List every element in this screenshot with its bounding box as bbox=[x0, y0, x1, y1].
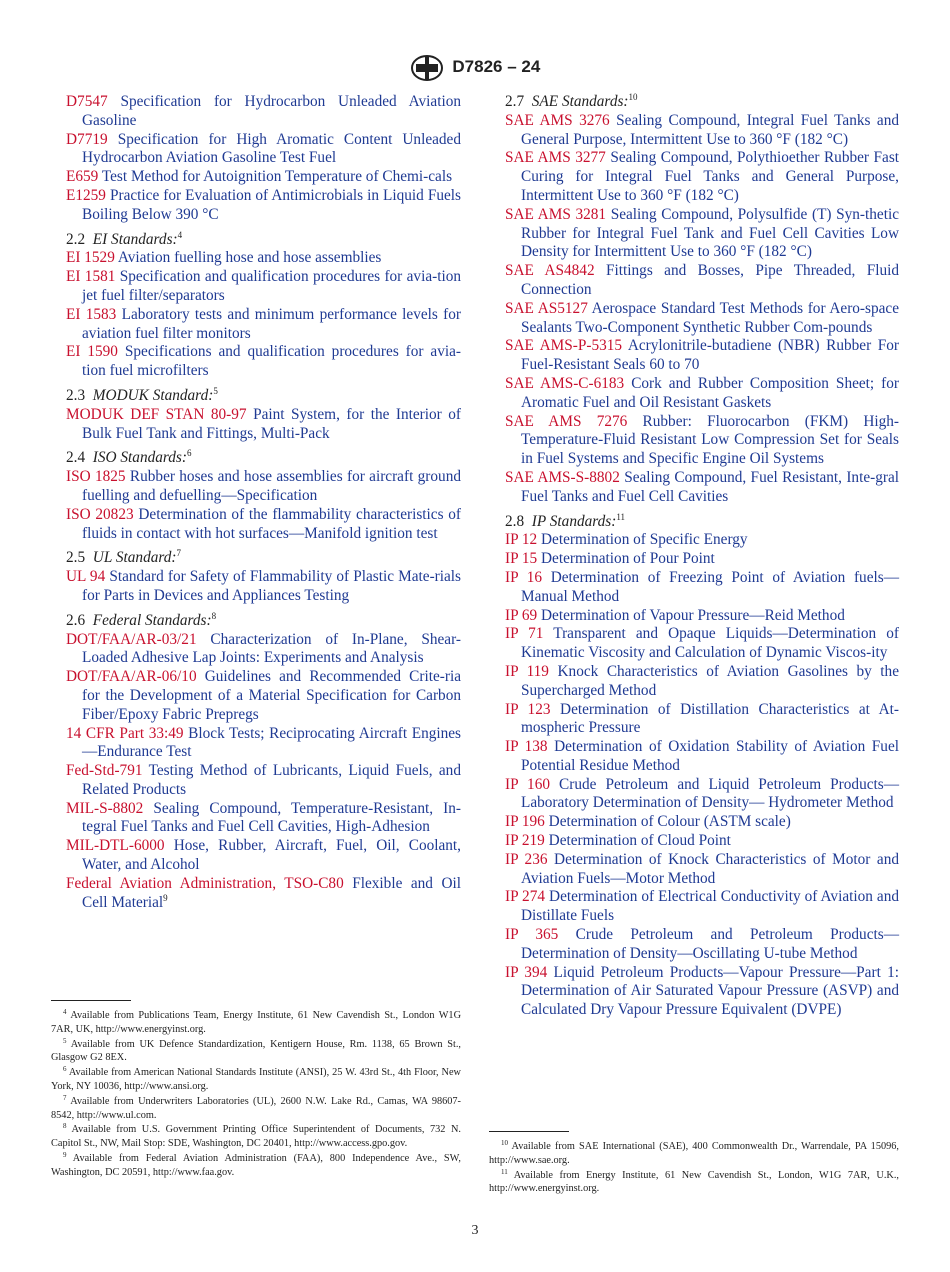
footnote-ref[interactable]: 10 bbox=[628, 92, 638, 102]
standard-title-link[interactable]: Sealing Compound, Fuel Resistant, Inte-gral Fuel Tanks and Fuel Cell Cavities bbox=[521, 468, 899, 505]
standard-title-link[interactable]: Determination of Vapour Pressure—Reid Method bbox=[540, 606, 845, 624]
reference-entry bbox=[66, 875, 461, 913]
standard-title-link[interactable]: Cork and Rubber Composition Sheet; for Aromatic Fuel and Oil Resistant Gaskets bbox=[521, 374, 900, 411]
right-footnotes bbox=[489, 1131, 899, 1197]
footnote-number: 11 bbox=[501, 1167, 508, 1176]
section-label: Federal Standards: bbox=[92, 611, 212, 629]
standard-code-link[interactable]: SAE AMS-C-6183 bbox=[505, 374, 625, 392]
reference-entry bbox=[505, 888, 899, 926]
standard-title-link[interactable]: Fittings and Bosses, Pipe Threaded, Fluid Connection bbox=[521, 262, 899, 298]
reference-entry bbox=[66, 631, 461, 669]
standard-code-link[interactable]: IP 15 bbox=[505, 550, 538, 568]
standard-title-link[interactable]: Aerospace Standard Test Methods for Aero-space Sealants Two-Component Synthetic Rubber Com-pounds bbox=[521, 299, 900, 336]
standard-title-link[interactable]: Determination of Specific Energy bbox=[540, 531, 748, 549]
reference-entry bbox=[505, 738, 899, 776]
section-heading bbox=[505, 513, 899, 532]
standard-title-link[interactable]: Aviation fuelling hose and hose assemblies bbox=[117, 249, 382, 267]
reference-entry bbox=[66, 725, 461, 763]
section-label: SAE Standards: bbox=[531, 93, 629, 110]
standard-code-link[interactable]: IP 12 bbox=[505, 531, 538, 549]
footnote-number: 9 bbox=[63, 1150, 67, 1159]
reference-entry bbox=[505, 206, 899, 262]
reference-entry bbox=[505, 413, 899, 469]
reference-entry bbox=[505, 625, 899, 663]
page-header bbox=[0, 55, 950, 81]
reference-entry bbox=[66, 131, 461, 169]
left-footnotes bbox=[51, 1000, 461, 1181]
section-heading bbox=[66, 549, 461, 568]
standard-title-link[interactable]: Determination of the flammability characteristics of fluids in contact with hot surfaces—Manifold ignition test bbox=[82, 505, 461, 542]
standard-code-link[interactable]: IP 196 bbox=[505, 813, 545, 831]
standard-title-link[interactable]: Laboratory tests and minimum performance levels for aviation fuel filter monitors bbox=[82, 305, 462, 342]
standard-code-link[interactable]: E1259 bbox=[66, 186, 106, 204]
standard-title-link[interactable]: Sealing Compound, Temperature-Resistant, In-tegral Fuel Tanks and Fuel Cell Cavities, High-Adhesion bbox=[82, 799, 461, 836]
standard-code-link[interactable]: SAE AMS 3276 bbox=[505, 111, 610, 129]
standard-code-link[interactable]: MIL-DTL-6000 bbox=[66, 837, 165, 855]
standard-title-link[interactable]: Determination of Colour (ASTM scale) bbox=[548, 813, 791, 831]
reference-entry bbox=[505, 112, 899, 150]
footnote-rule bbox=[51, 1000, 131, 1001]
standard-title-link[interactable]: Sealing Compound, Polythioether Rubber Fast Curing for Integral Fuel Tanks and General Purpose, Intermittent Use to 360 °F (182 °C) bbox=[521, 149, 900, 204]
footnote-text: Available from Energy Institute, 61 New Cavendish St., London, W1G 7AR, U.K., http://www.energyinst.org. bbox=[489, 1169, 899, 1195]
footnote bbox=[51, 1009, 461, 1037]
footnote-text: Available from Underwriters Laboratories (UL), 2600 N.W. Lake Rd., Camas, WA 98607-8542, http://www.ul.com. bbox=[51, 1095, 461, 1121]
section-heading bbox=[505, 93, 899, 112]
section-number: 2.3 bbox=[66, 386, 86, 404]
reference-entry bbox=[66, 762, 461, 800]
reference-entry bbox=[505, 337, 899, 375]
astm-logo-icon bbox=[410, 55, 444, 81]
standard-code-link[interactable]: EI 1590 bbox=[66, 343, 118, 361]
section-heading bbox=[66, 231, 461, 250]
standard-code-link[interactable]: IP 123 bbox=[505, 700, 551, 718]
standard-code-link[interactable]: SAE AMS-S-8802 bbox=[505, 468, 620, 486]
standard-code-link[interactable]: IP 219 bbox=[505, 832, 545, 850]
standard-code-link[interactable]: ISO 20823 bbox=[66, 505, 134, 523]
section-number: 2.8 bbox=[505, 512, 525, 530]
reference-entry bbox=[505, 832, 899, 851]
page-number: 3 bbox=[471, 1223, 479, 1238]
standard-title-link[interactable]: Rubber: Fluorocarbon (FKM) High-Temperature-Fluid Resistant Low Compression Set for Seals in Fuel Systems and Specific Engine Oil Systems bbox=[521, 412, 900, 468]
footnote-text: Available from Federal Aviation Administration (FAA), 800 Independence Ave., SW, Washington, DC 20591, http://www.faa.gov. bbox=[51, 1152, 461, 1178]
reference-entry bbox=[66, 187, 461, 225]
section-number: 2.5 bbox=[66, 549, 86, 567]
standard-code-link[interactable]: SAE AMS-P-5315 bbox=[505, 337, 623, 355]
standard-code-link[interactable]: IP 138 bbox=[505, 738, 548, 756]
standard-code-link[interactable]: IP 69 bbox=[505, 606, 538, 624]
footnote bbox=[51, 1066, 461, 1094]
standard-title-link[interactable]: Determination of Pour Point bbox=[540, 550, 715, 568]
standard-title-link[interactable]: Flexible and Oil Cell Material bbox=[82, 874, 461, 911]
right-column bbox=[505, 93, 899, 1020]
standard-title-link[interactable]: Testing Method of Lubricants, Liquid Fuels, and Related Products bbox=[82, 762, 461, 798]
standard-code-link[interactable]: SAE AMS 3277 bbox=[505, 149, 606, 167]
footnote-number: 10 bbox=[501, 1139, 508, 1147]
section-heading bbox=[66, 449, 461, 468]
reference-entry bbox=[66, 800, 461, 838]
standard-code-link[interactable]: Fed-Std-791 bbox=[66, 762, 143, 780]
section-label: IP Standards: bbox=[531, 512, 617, 530]
footnote bbox=[51, 1038, 461, 1066]
standard-title-link[interactable]: Sealing Compound, Integral Fuel Tanks and General Purpose, Intermittent Use to 360 °F (182 °C) bbox=[521, 111, 899, 148]
standard-code-link[interactable]: SAE AS5127 bbox=[505, 299, 588, 317]
standard-code-link[interactable]: Federal Aviation Administration, TSO-C80 bbox=[66, 874, 344, 892]
reference-entry bbox=[66, 837, 461, 875]
section-number: 2.6 bbox=[66, 611, 86, 629]
reference-entry bbox=[66, 468, 461, 506]
standard-code-link[interactable]: EI 1583 bbox=[66, 305, 117, 323]
footnote-number: 4 bbox=[63, 1008, 67, 1016]
standard-title-link[interactable]: Characterization of In-Plane, Shear-Loaded Adhesive Lap Joints: Experiments and Analysis bbox=[82, 630, 461, 667]
reference-entry bbox=[505, 550, 899, 569]
standard-code-link[interactable]: IP 160 bbox=[505, 775, 551, 793]
standard-code-link[interactable]: IP 16 bbox=[505, 568, 543, 586]
section-heading bbox=[66, 612, 461, 631]
standard-title-link[interactable]: Sealing Compound, Polysulfide (T) Syn-thetic Rubber for Integral Fuel Tank and Fuel Cell Cavities Low Density for Intermittent Use to 360 °F (182 °C) bbox=[521, 205, 900, 261]
standard-title-link[interactable]: Standard for Safety of Flammability of Plastic Mate-rials for Parts in Devices and Appliances Testing bbox=[82, 568, 462, 604]
footnote-ref[interactable]: 6 bbox=[186, 448, 192, 459]
reference-entry bbox=[66, 168, 461, 187]
footnote-number: 6 bbox=[63, 1065, 67, 1074]
footnote bbox=[51, 1095, 461, 1123]
footnote-ref[interactable]: 7 bbox=[176, 548, 182, 559]
section-label: ISO Standards: bbox=[92, 449, 187, 467]
standard-title-link[interactable]: Knock Characteristics of Aviation Gasolines by the Supercharged Method bbox=[521, 662, 899, 699]
section-heading bbox=[66, 387, 461, 406]
reference-entry bbox=[505, 851, 899, 889]
standard-title-link[interactable]: Practice for Evaluation of Antimicrobials in Liquid Fuels Boiling Below 390 °C bbox=[82, 186, 461, 223]
standard-title-link[interactable]: Determination of Knock Characteristics of Motor and Aviation Fuels—Motor Method bbox=[521, 850, 899, 887]
standard-title-link[interactable]: Determination of Distillation Characteristics at At-mospheric Pressure bbox=[521, 700, 899, 737]
standard-code-link[interactable]: SAE AMS 7276 bbox=[505, 412, 628, 430]
standard-code-link[interactable]: E659 bbox=[66, 168, 99, 186]
standard-title-link[interactable]: Test Method for Autoignition Temperature of Chemi-cals bbox=[101, 168, 453, 186]
standard-code-link[interactable]: EI 1581 bbox=[66, 268, 116, 286]
footnote-rule bbox=[489, 1131, 569, 1132]
reference-entry bbox=[505, 469, 899, 507]
reference-entry bbox=[505, 964, 899, 1020]
footnote bbox=[51, 1152, 461, 1180]
standard-title-link[interactable]: Specification and qualification procedures for avia-tion jet fuel filter/separators bbox=[82, 268, 462, 304]
left-column bbox=[66, 93, 461, 912]
standard-title-link[interactable]: Block Tests; Reciprocating Aircraft Engines—Endurance Test bbox=[82, 724, 462, 761]
standard-code-link[interactable]: IP 236 bbox=[505, 850, 548, 868]
footnote-number: 5 bbox=[63, 1036, 67, 1045]
standard-code-link[interactable]: MODUK DEF STAN 80-97 bbox=[66, 405, 247, 423]
standard-code-link[interactable]: IP 365 bbox=[505, 926, 559, 944]
reference-entry bbox=[505, 607, 899, 626]
standard-title-link[interactable]: Acrylonitrile-butadiene (NBR) Rubber For Fuel-Resistant Seals 60 to 70 bbox=[521, 337, 900, 374]
reference-entry bbox=[66, 249, 461, 268]
standard-title-link[interactable]: Determination of Cloud Point bbox=[548, 832, 731, 850]
standard-code-link[interactable]: SAE AS4842 bbox=[505, 262, 595, 280]
reference-entry bbox=[66, 306, 461, 344]
reference-entry bbox=[505, 531, 899, 550]
standard-code-link[interactable]: D7547 bbox=[66, 93, 108, 110]
footnote-ref[interactable]: 5 bbox=[213, 385, 218, 396]
footnote-ref[interactable]: 9 bbox=[163, 892, 168, 903]
standard-title-link[interactable]: Liquid Petroleum Products—Vapour Pressure—Part 1: Determination of Air Saturated Vapour Pressure (ASVP) and Calculated Dry Vapour Pressure Equivalent (DVPE) bbox=[521, 963, 899, 1019]
footnote-ref[interactable]: 11 bbox=[616, 511, 626, 522]
standard-code-link[interactable]: EI 1529 bbox=[66, 249, 115, 267]
reference-entry bbox=[505, 569, 899, 607]
standard-title-link[interactable]: Specifications and qualification procedures for avia-tion fuel microfilters bbox=[82, 343, 462, 380]
standard-title-link[interactable]: Crude Petroleum and Petroleum Products—Determination of Density—Oscillating U-tube Method bbox=[521, 926, 899, 962]
standard-title-link[interactable]: Crude Petroleum and Liquid Petroleum Products—Laboratory Determination of Density— Hydrometer Method bbox=[521, 775, 900, 812]
footnote bbox=[51, 1123, 461, 1151]
reference-entry bbox=[66, 343, 461, 381]
document-designation: D7826 – 24 bbox=[452, 57, 541, 76]
footnote-text: Available from SAE International (SAE), 400 Commonwealth Dr., Warrendale, PA 15096, http://www.sae.org. bbox=[489, 1141, 899, 1166]
standard-title-link[interactable]: Transparent and Opaque Liquids—Determination of Kinematic Viscosity and Calculation of Dynamic Viscos-ity bbox=[521, 625, 899, 662]
footnote-ref[interactable]: 4 bbox=[177, 229, 183, 240]
standard-code-link[interactable]: D7719 bbox=[66, 130, 108, 148]
reference-entry bbox=[505, 262, 899, 300]
standard-title-link[interactable]: Guidelines and Recommended Crite-ria for the Development of a Material Specification for Carbon Fiber/Epoxy Fabric Prepregs bbox=[82, 668, 461, 723]
section-label: MODUK Standard: bbox=[92, 386, 214, 404]
section-label: UL Standard: bbox=[92, 549, 177, 567]
footnote bbox=[489, 1140, 899, 1168]
standard-code-link[interactable]: IP 394 bbox=[505, 963, 548, 981]
footnote-number: 7 bbox=[63, 1093, 67, 1102]
standard-title-link[interactable]: Determination of Freezing Point of Aviation fuels—Manual Method bbox=[521, 568, 900, 605]
standard-code-link[interactable]: IP 71 bbox=[505, 625, 544, 643]
standard-title-link[interactable]: Specification for High Aromatic Content Unleaded Hydrocarbon Aviation Gasoline Test Fuel bbox=[82, 130, 461, 167]
standard-title-link[interactable]: Paint System, for the Interior of Bulk Fuel Tank and Fittings, Multi-Pack bbox=[82, 405, 461, 442]
section-label: EI Standards: bbox=[92, 230, 178, 248]
standard-code-link[interactable]: MIL-S-8802 bbox=[66, 799, 144, 817]
standard-title-link[interactable]: Determination of Oxidation Stability of Aviation Fuel Potential Residue Method bbox=[521, 738, 899, 774]
standard-title-link[interactable]: Rubber hoses and hose assemblies for aircraft ground fuelling and defuelling—Specification bbox=[82, 468, 461, 504]
standard-title-link[interactable]: Determination of Electrical Conductivity of Aviation and Distillate Fuels bbox=[521, 888, 900, 925]
reference-entry bbox=[505, 701, 899, 739]
standard-code-link[interactable]: ISO 1825 bbox=[66, 468, 126, 486]
standard-code-link[interactable]: IP 274 bbox=[505, 888, 545, 906]
footnote bbox=[489, 1169, 899, 1197]
standard-code-link[interactable]: DOT/FAA/AR-06/10 bbox=[66, 668, 197, 686]
standard-code-link[interactable]: SAE AMS 3281 bbox=[505, 205, 607, 223]
reference-entry bbox=[66, 506, 461, 544]
reference-entry bbox=[66, 93, 461, 131]
section-number: 2.4 bbox=[66, 449, 86, 467]
reference-entry bbox=[505, 375, 899, 413]
reference-entry bbox=[505, 813, 899, 832]
footnote-ref[interactable]: 8 bbox=[211, 610, 217, 621]
section-number: 2.7 bbox=[505, 93, 525, 110]
standard-code-link[interactable]: UL 94 bbox=[66, 568, 106, 586]
reference-entry bbox=[505, 663, 899, 701]
footnote-text: Available from Publications Team, Energy Institute, 61 New Cavendish St., London W1G 7AR, UK, http://www.energyinst.org. bbox=[51, 1010, 462, 1035]
footnote-text: Available from American National Standards Institute (ANSI), 25 W. 43rd St., 4th Floor, New York, NY 10036, http://www.ansi.org. bbox=[51, 1067, 461, 1092]
reference-entry bbox=[66, 568, 461, 606]
section-number: 2.2 bbox=[66, 230, 86, 248]
standard-title-link[interactable]: Specification for Hydrocarbon Unleaded Aviation Gasoline bbox=[82, 93, 461, 129]
reference-entry bbox=[505, 300, 899, 338]
footnote-text: Available from U.S. Government Printing Office Superintendent of Documents, 732 N. Capitol St., NW, Mail Stop: SDE, Washington, DC 20401, http://www.access.gpo.gov. bbox=[51, 1124, 461, 1150]
reference-entry bbox=[505, 149, 899, 205]
reference-entry bbox=[66, 268, 461, 306]
reference-entry bbox=[66, 668, 461, 724]
footnote-text: Available from UK Defence Standardization, Kentigern House, Rm. 1138, 65 Brown St., Glasgow G2 8EX. bbox=[51, 1038, 461, 1064]
standard-code-link[interactable]: 14 CFR Part 33:49 bbox=[66, 724, 184, 742]
footnote-number: 8 bbox=[63, 1122, 67, 1131]
standard-code-link[interactable]: DOT/FAA/AR-03/21 bbox=[66, 630, 197, 648]
standard-code-link[interactable]: IP 119 bbox=[505, 662, 549, 680]
reference-entry bbox=[505, 776, 899, 814]
reference-entry bbox=[66, 406, 461, 444]
reference-entry bbox=[505, 926, 899, 964]
standard-title-link[interactable]: Hose, Rubber, Aircraft, Fuel, Oil, Coolant, Water, and Alcohol bbox=[82, 837, 461, 874]
